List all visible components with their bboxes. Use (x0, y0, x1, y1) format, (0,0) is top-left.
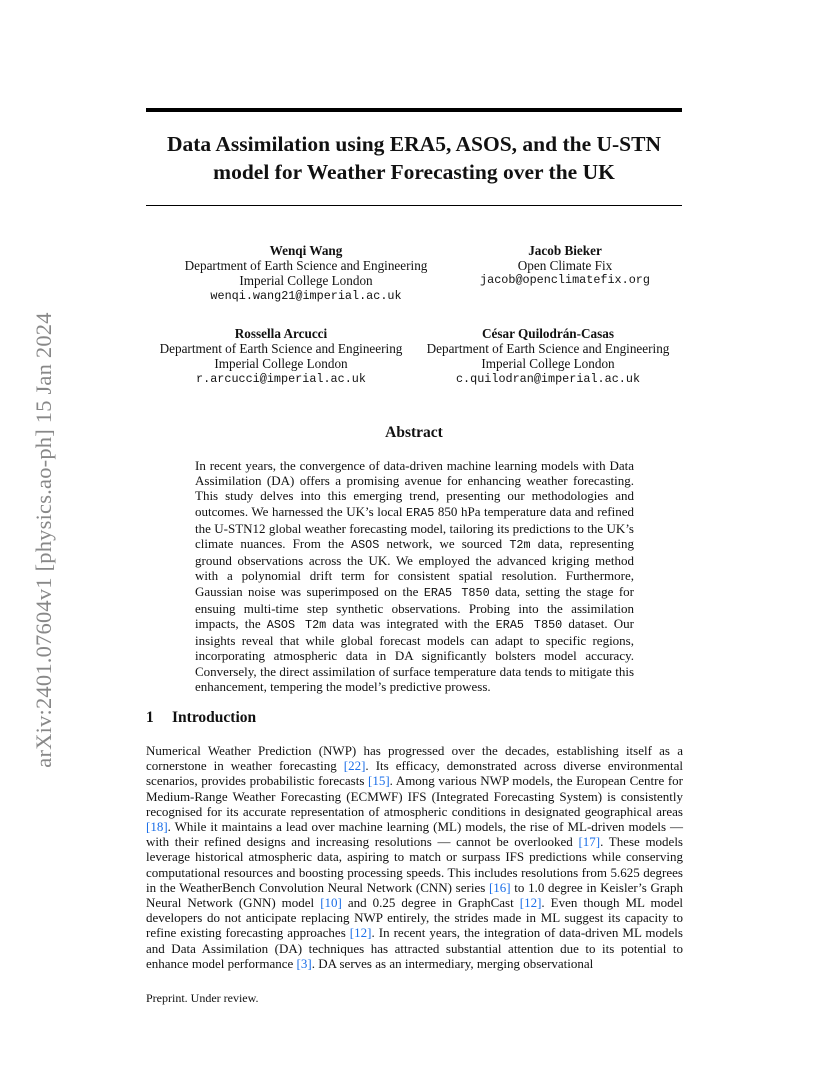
author-email[interactable]: jacob@openclimatefix.org (480, 273, 650, 288)
section-heading (146, 709, 256, 727)
citation-link[interactable]: [22] (343, 758, 366, 774)
intro-text: . Among various NWP models, the European Centre for Medium-Range Weather Forecasting (ECMWF) IFS (Integrated Forecasting System) is consistently recognised for its accurate representation of atmospheric conditions in designated geographical areas (146, 773, 684, 819)
author-affiliation: Department of Earth Science and Engineering (184, 258, 428, 274)
author-block (148, 326, 414, 387)
author-email[interactable]: r.arcucci@imperial.ac.uk (196, 371, 366, 386)
author-institution: Imperial College London (481, 356, 615, 372)
abstract-code: ERA5 (406, 505, 435, 520)
abstract-body (195, 458, 634, 694)
citation-link[interactable]: [12] (519, 895, 542, 911)
intro-text: . DA serves as an intermediary, merging observational (311, 955, 594, 971)
citation-link[interactable]: [3] (296, 955, 312, 971)
arxiv-stamp-text: arXiv:2401.07604v1 [physics.ao-ph] 15 Jan 2024 (31, 312, 56, 768)
abstract-text: data was integrated with the (326, 616, 496, 632)
intro-text: to 1.0 degree in Keisler’s Graph Neural Network (GNN) model (146, 879, 683, 911)
citation-link[interactable]: [15] (368, 773, 390, 789)
author-block (176, 243, 436, 304)
abstract-code: T2m (509, 538, 531, 553)
abstract-code: ASOS (351, 538, 380, 553)
citation-link[interactable]: [18] (146, 819, 168, 835)
abstract-code: ERA5 T850 (495, 618, 563, 633)
author-email[interactable]: wenqi.wang21@imperial.ac.uk (210, 288, 402, 303)
author-affiliation: Department of Earth Science and Engineering (159, 341, 403, 357)
intro-text: . In recent years, the integration of data-driven ML models and Data Assimilation (DA) techniques has attracted substantial attention due to its potential to enhance model performance (146, 925, 683, 971)
abstract-text: dataset. Our insights reveal that while global forecast models can adapt to specific regions, incorporating atmospheric data in DA significantly bolsters model accuracy. Conversely, the direct assimilation of surface temperature data tends to mitigate this enhancement, tempering the model’s predictive prowess. (195, 616, 634, 694)
author-name: Rossella Arcucci (234, 326, 328, 341)
intro-text: . Its efficacy, demonstrated across diverse environmental scenarios, provides probabilistic forecasts (146, 758, 683, 789)
author-name: Wenqi Wang (269, 243, 343, 258)
intro-text: . While it maintains a lead over machine learning (ML) models, the rise of ML-driven models — with their refined designs and increasing resolutions — cannot be overlooked (146, 819, 683, 850)
intro-text: Numerical Weather Prediction (NWP) has progressed over the decades, establishing itself as a cornerstone in weather forecasting (146, 743, 683, 774)
abstract-code: ERA5 T850 (423, 585, 490, 600)
author-block (418, 326, 678, 387)
citation-link[interactable]: [16] (488, 879, 511, 895)
author-institution: Imperial College London (239, 273, 373, 289)
footer-note: Preprint. Under review. (146, 991, 259, 1005)
author-name: César Quilodrán-Casas (481, 326, 614, 341)
paper-title: Data Assimilation using ERA5, ASOS, and the U-STN model for Weather Forecasting over the UK (166, 132, 662, 184)
citation-link[interactable]: [17] (578, 834, 601, 850)
author-affiliation: Open Climate Fix (517, 258, 613, 274)
author-name: Jacob Bieker (528, 243, 602, 258)
intro-text: . Even though ML model developers do not anticipate replacing NWP entirely, the strides made in ML suggest its capacity to refine existing forecasting approaches (146, 895, 683, 941)
author-email[interactable]: c.quilodran@imperial.ac.uk (455, 371, 641, 386)
intro-text: and 0.25 degree in GraphCast (341, 895, 520, 911)
author-institution: Imperial College London (214, 356, 348, 372)
abstract-text: network, we sourced (379, 536, 510, 552)
author-block (450, 243, 680, 289)
section-number: 1 (146, 709, 154, 726)
citation-link[interactable]: [12] (349, 925, 372, 941)
citation-link[interactable]: [10] (320, 895, 342, 911)
title-top-rule (146, 108, 682, 112)
intro-text: . These models leverage historical atmospheric data, aspiring to match or surpass IFS predictions while conserving computational resources and boosting processing speeds. This includes resolutions from 5.625 degrees in the WeatherBench Convolution Neural Network (CNN) series (146, 834, 683, 895)
intro-paragraph (146, 743, 683, 971)
author-affiliation: Department of Earth Science and Engineering (426, 341, 670, 357)
abstract-code: ASOS T2m (266, 618, 327, 633)
abstract-text: 850 hPa temperature data and refined the U-STN12 global weather forecasting model, tailoring its predictions to the UK’s climate nuances. From the (195, 503, 635, 552)
section-title: Introduction (172, 709, 257, 726)
abstract-heading: Abstract (385, 424, 443, 441)
abstract-text: In recent years, the convergence of data-driven machine learning models with Data Assimilation (DA) offers a promising avenue for enhancing weather forecasting. This study delves into this emerging trend, presenting our methodologies and outcomes. We harnessed the UK’s local (195, 458, 634, 519)
abstract-text: data, setting the stage for ensuing multi-time step synthetic observations. Probing into the assimilation impacts, the (195, 583, 634, 632)
abstract-text: data, representing ground observations across the UK. We employed the advanced kriging method with a polynomial drift term for consistent spatial resolution. Furthermore, Gaussian noise was superimposed on the (195, 536, 635, 599)
title-bottom-rule (146, 205, 682, 206)
